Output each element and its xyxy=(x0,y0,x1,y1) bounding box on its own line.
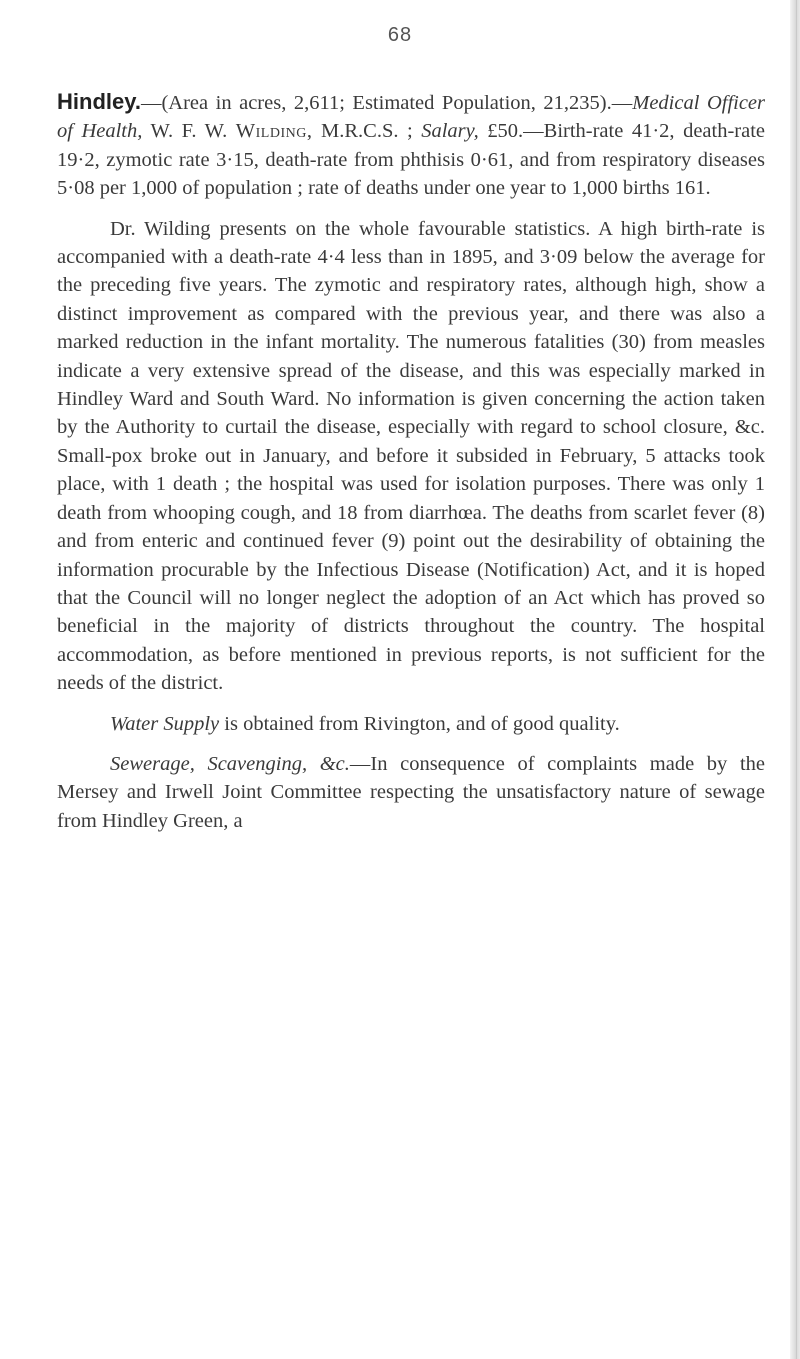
intro-text-b: £50.—Birth-rate 41·2, death-rate 19·2, zymotic rate 3·15, death-rate from phthisis 0·61, and from respiratory diseases 5·08 per 1,000 of population ; rate of deaths under one year to 1,000 births 161. xyxy=(57,120,766,200)
sewerage-text: —In consequence of complaints made by the Mersey and Irwell Joint Committee respecting the unsatisfactory nature of sewage from Hindley Green, a xyxy=(57,752,765,832)
intro-paragraph xyxy=(57,88,765,203)
section-heading: Hindley. xyxy=(57,89,141,114)
statistics-paragraph: Dr. Wilding presents on the whole favourable statistics. A high birth-rate is accompanied with a death-rate 4·4 less than in 1895, and 3·09 below the average for the preceding five years. The zymotic and respiratory rates, although high, show a distinct improvement as compared with the previous year, and there was also a marked reduction in the infant mortality. The numerous fatalities (30) from measles indicate a very extensive spread of the disease, and this was especially marked in Hindley Ward and South Ward. No information is given concerning the action taken by the Authority to curtail the disease, especially with regard to school closure, &c. Small-pox broke out in January, and before it subsided in February, 5 attacks took place, with 1 death ; the hospital was used for isolation purposes. There was only 1 death from whooping cough, and 18 from diarrhœa. The deaths from scarlet fever (8) and from enteric and continued fever (9) point out the desirability of obtaining the information procurable by the Infectious Disease (Notification) Act, and it is hoped that the Council will no longer neglect the adoption of an Act which has proved so beneficial in the majority of districts throughout the country. The hospital accommodation, as before mentioned in previous reports, is not sufficient for the needs of the district. xyxy=(57,217,765,695)
water-supply-paragraph xyxy=(57,710,765,738)
water-supply-text: is obtained from Rivington, and of good quality. xyxy=(219,712,620,735)
sewerage-paragraph xyxy=(57,750,765,835)
officer-name-prefix: W. F. W. xyxy=(142,120,236,143)
page-number: 68 xyxy=(387,24,413,46)
water-supply-label: Water Supply xyxy=(110,712,220,735)
officer-surname: Wilding, xyxy=(235,120,313,143)
page-edge-shadow xyxy=(790,0,800,1359)
page-body xyxy=(57,88,765,847)
intro-text-a: —(Area in acres, 2,611; Estimated Population, 21,235).— xyxy=(140,92,633,114)
page-edge-line xyxy=(796,0,797,1359)
sewerage-label: Sewerage, Scavenging, &c. xyxy=(110,752,350,775)
medical-officer-label: Medical Officer of Health, xyxy=(57,92,766,143)
officer-qualifications: M.R.C.S. ; xyxy=(312,120,422,143)
salary-label: Salary, xyxy=(421,120,479,143)
